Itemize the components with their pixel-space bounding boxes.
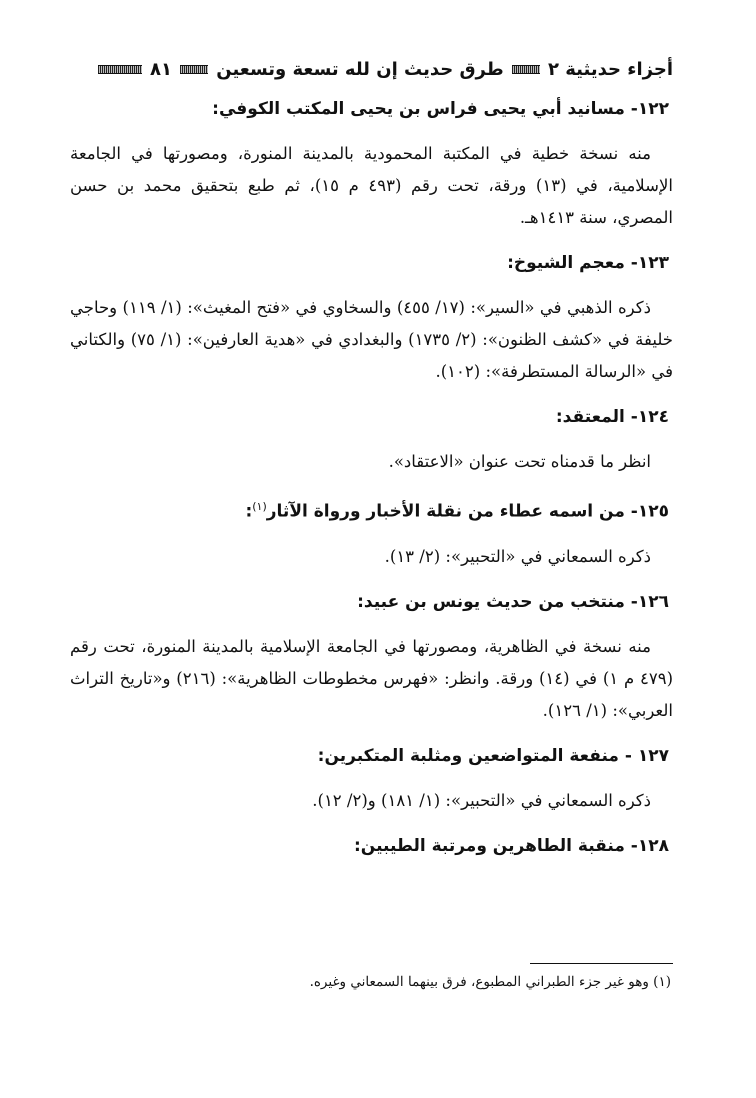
header-ornament-rule <box>180 65 208 74</box>
footnote: (١) وهو غير جزء الطبراني المطبوع، فرق بينهما السمعاني وغيره. <box>309 974 671 990</box>
entry-heading <box>70 492 673 527</box>
page-body <box>70 94 673 861</box>
header-ornament-rule <box>512 65 540 74</box>
entry-heading: ١٢٢- مسانيد أبي يحيى فراس بن يحيى المكتب الكوفي: <box>212 99 669 119</box>
entry-paragraph: انظر ما قدمناه تحت عنوان «الاعتقاد». <box>388 452 651 471</box>
entry-heading: ١٢٦- منتخب من حديث يونس بن عبيد: <box>357 591 669 612</box>
entry-heading: ١٢٨- منقبة الطاهرين ومرتبة الطيبين: <box>353 835 669 856</box>
entry-paragraph: منه نسخة خطية في المكتبة المحمودية بالمدينة المنورة، ومصورتها في الجامعة الإسلامية، في (١٣) ورقة، تحت رقم (٤٩٣ م ١٥)، ثم طبع بتحقيق محمد بن حسن المصري، سنة ١٤١٣هـ. <box>70 144 673 227</box>
entry-paragraph: ذكره السمعاني في «التحبير»: (٢/ ١٣). <box>384 546 651 566</box>
running-header <box>90 54 673 84</box>
header-ornament-rule <box>98 65 142 74</box>
footnote-reference[interactable]: (١) <box>252 500 267 513</box>
entry-heading: ١٢٤- المعتقد: <box>555 407 669 427</box>
entry-heading-colon: : <box>245 501 253 522</box>
entry-heading-text: ١٢٥- من اسمه عطاء من نقلة الأخبار ورواة الآثار <box>266 501 669 522</box>
entry-paragraph: ذكره السمعاني في «التحبير»: (١/ ١٨١) و(٢/ ١٢). <box>312 790 651 810</box>
volume-title: أجزاء حديثية ٢ <box>548 58 673 80</box>
footnote-separator <box>530 963 673 964</box>
entry-paragraph: منه نسخة في الظاهرية، ومصورتها في الجامعة الإسلامية بالمدينة المنورة، تحت رقم (٤٧٩ م ١) في (١٤) ورقة. وانظر: «فهرس مخطوطات الظاهرية»: (٢١٦) و«تاريخ التراث العربي»: (١/ ١٢٦). <box>70 636 673 720</box>
entry-heading: ١٢٣- معجم الشيوخ: <box>507 253 669 273</box>
entry-heading: ١٢٧ - منفعة المتواضعين ومثلبة المتكبرين: <box>317 745 669 766</box>
book-title: طرق حديث إن لله تسعة وتسعين <box>216 58 504 80</box>
entry-paragraph: ذكره الذهبي في «السير»: (١٧/ ٤٥٥) والسخاوي في «فتح المغيث»: (١/ ١١٩) وحاجي خليفة في «كشف الظنون»: (٢/ ١٧٣٥) والبغدادي في «هدية العارفين»: (١/ ٧٥) والكتاني في «الرسالة المستطرفة»: (١٠٢). <box>70 298 673 381</box>
page-number: ٨١ <box>149 58 172 80</box>
